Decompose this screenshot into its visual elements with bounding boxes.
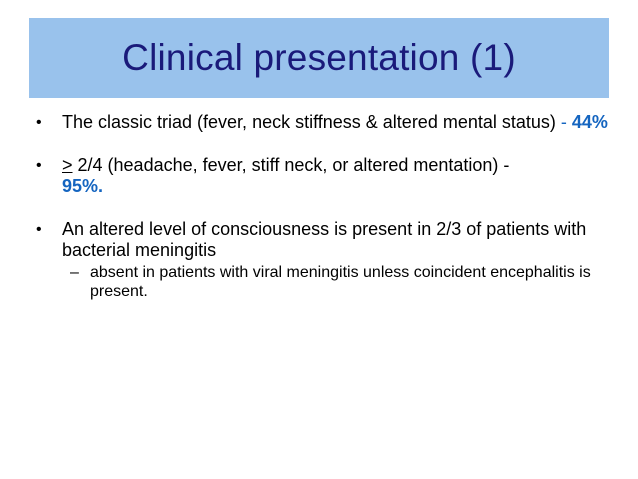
slide-title: Clinical presentation (1) xyxy=(122,37,516,78)
bullet-marker: • xyxy=(36,221,42,238)
bullet-text: The classic triad (fever, neck stiffness & altered mental status) xyxy=(62,112,561,132)
sub-bullet-viral-meningitis xyxy=(30,263,610,301)
sub-bullet-marker: – xyxy=(70,264,79,281)
bullet-item-altered-consciousness xyxy=(30,219,610,261)
bullet-dash: - xyxy=(560,112,572,132)
bullet-item-two-of-four xyxy=(30,155,610,197)
bullet-text: 2/4 (headache, fever, stiff neck, or altered mentation) - xyxy=(72,155,510,175)
sub-bullet-text: absent in patients with viral meningitis unless coincident encephalitis is present. xyxy=(90,264,591,300)
title-bar xyxy=(29,18,609,98)
bullet-marker: • xyxy=(36,114,42,131)
bullet-list xyxy=(30,112,610,301)
bullet-text: An altered level of consciousness is present in 2/3 of patients with bacterial meningitis xyxy=(62,219,587,260)
bullet-highlight: 95%. xyxy=(62,176,104,196)
bullet-item-classic-triad xyxy=(30,112,610,133)
bullet-marker: • xyxy=(36,157,42,174)
greater-equal-symbol: > xyxy=(62,155,73,175)
bullet-highlight: 44% xyxy=(571,112,608,132)
